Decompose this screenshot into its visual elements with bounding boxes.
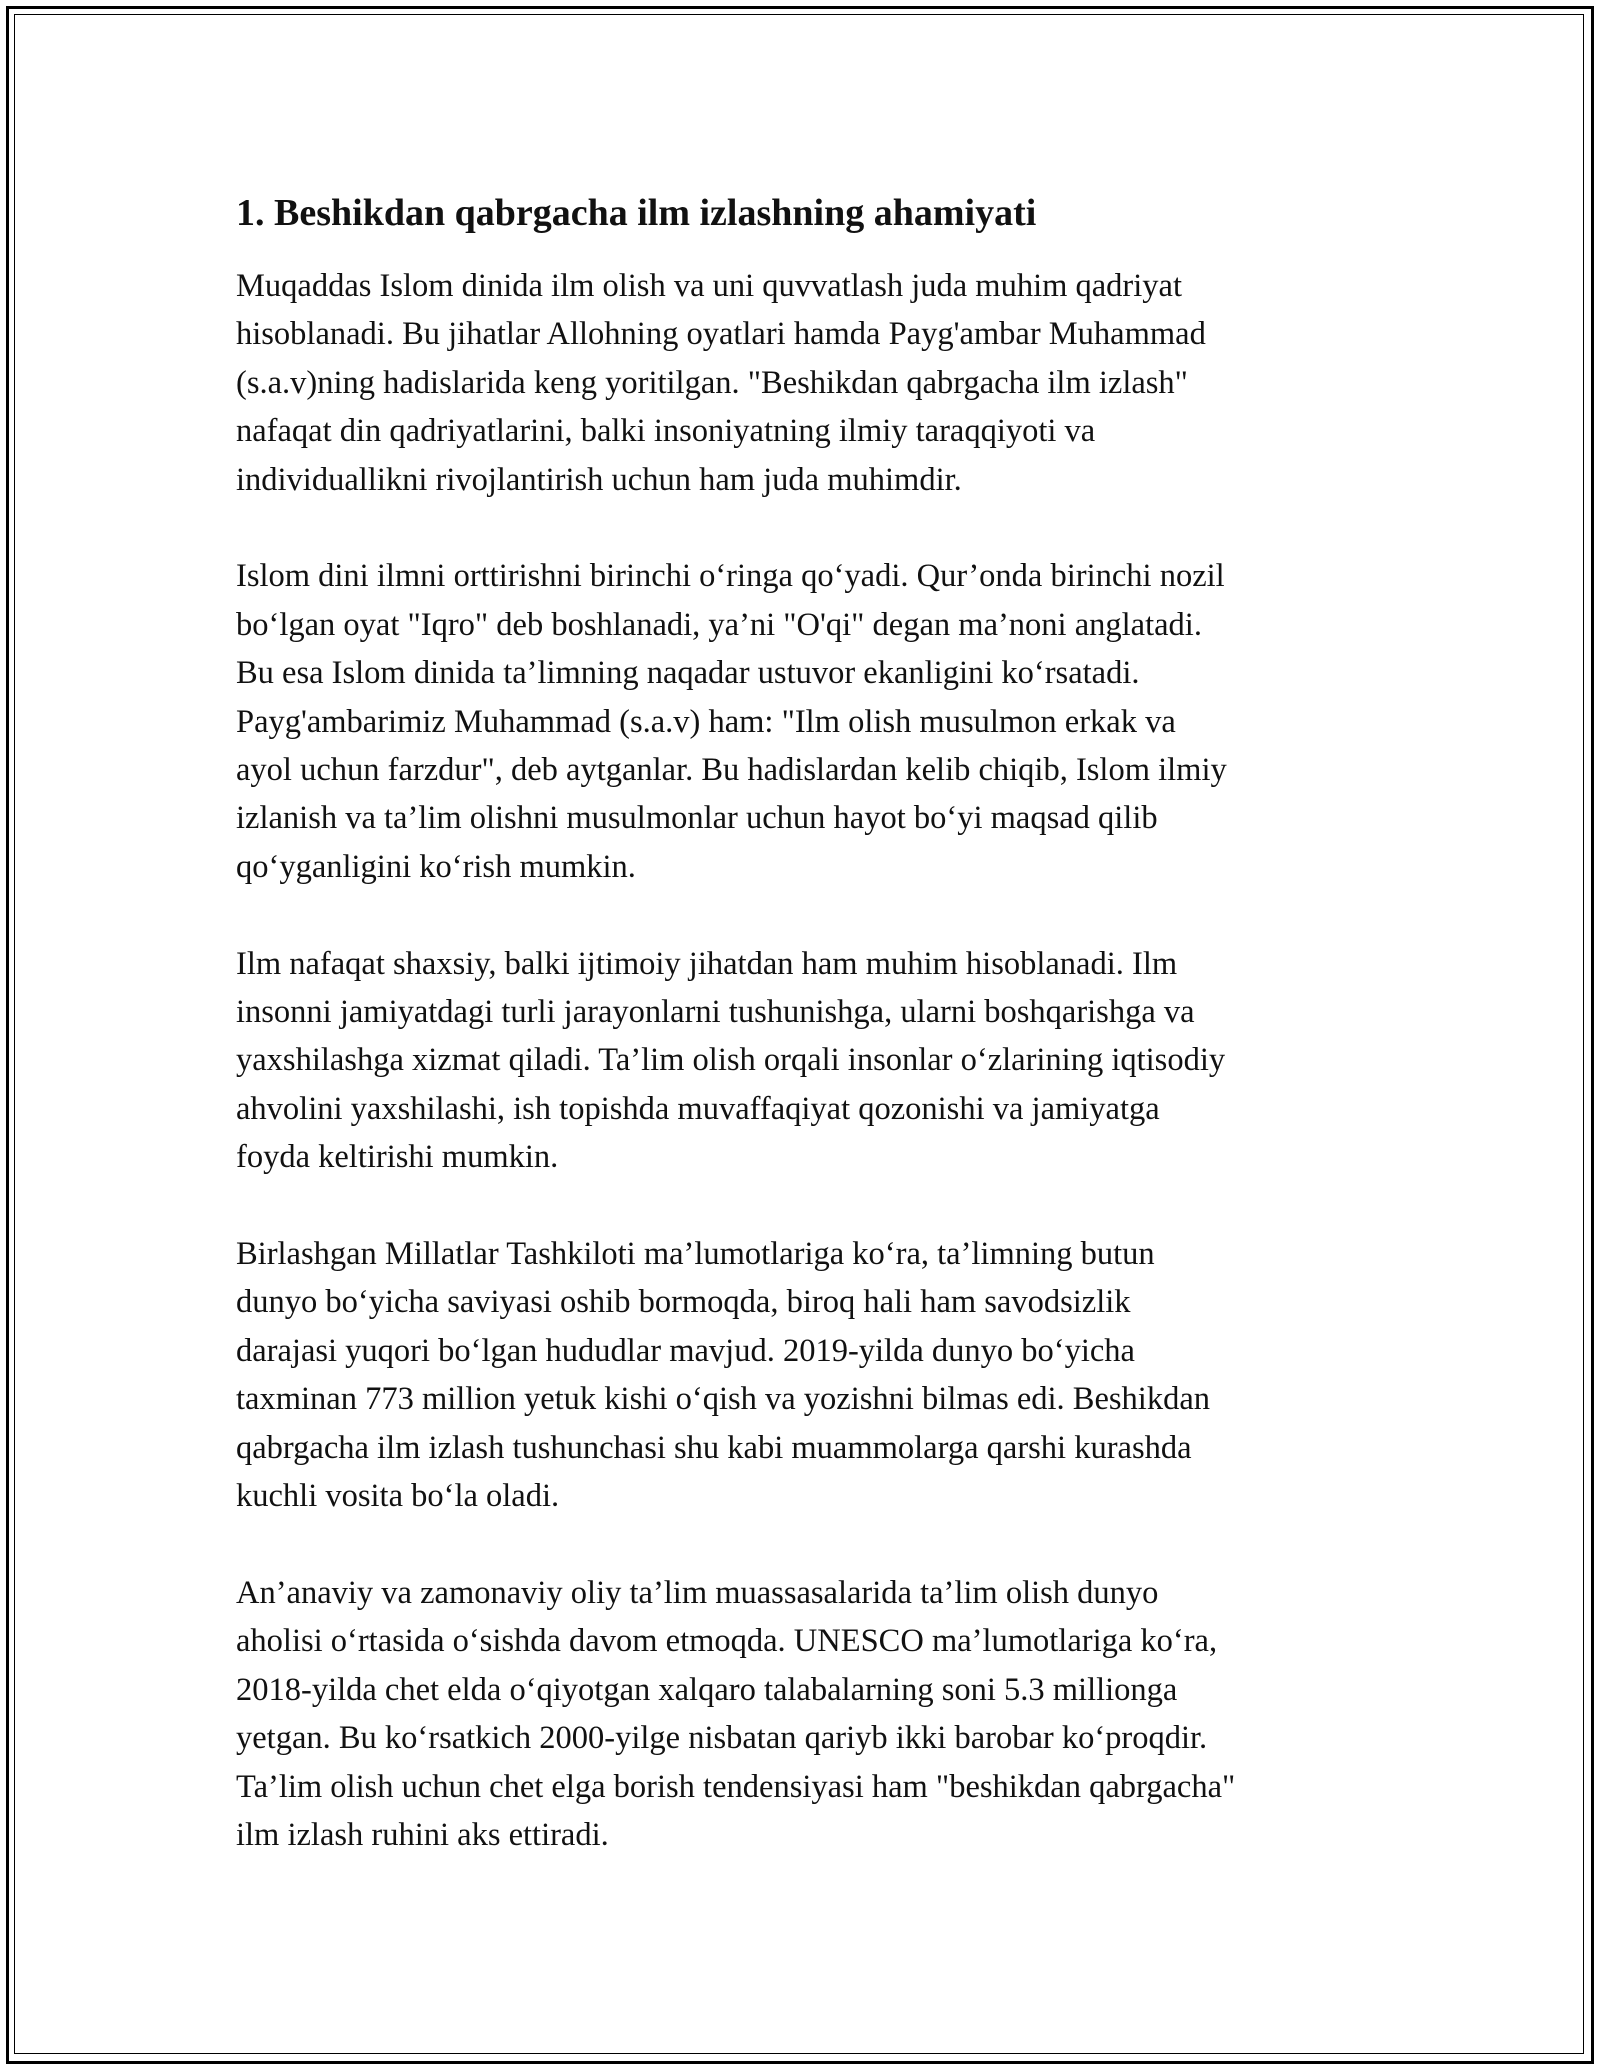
paragraph-3 — [236, 940, 1386, 1182]
text-line: Payg'ambarimiz Muhammad (s.a.v) ham: "Ilm olish musulmon erkak va — [236, 703, 1176, 740]
text-line: yaxshilashga xizmat qiladi. Ta’lim olish orqali insonlar o‘zlarining iqtisodiy — [236, 1042, 1226, 1079]
text-line: insonni jamiyatdagi turli jarayonlarni tushunishga, ularni boshqarishga va — [236, 994, 1195, 1031]
text-line: Islom dini ilmni orttirishni birinchi o‘ringa qo‘yadi. Qur’onda birinchi nozil — [236, 558, 1225, 595]
paragraph-5 — [236, 1569, 1386, 1859]
text-line: (s.a.v)ning hadislarida keng yoritilgan. "Beshikdan qabrgacha ilm izlash" — [236, 364, 1188, 401]
text-line: qabrgacha ilm izlash tushunchasi shu kabi muammolarga qarshi kurashda — [236, 1429, 1192, 1466]
text-line: dunyo bo‘yicha saviyasi oshib bormoqda, biroq hali ham savodsizlik — [236, 1284, 1131, 1321]
text-line: Muqaddas Islom dinida ilm olish va uni quvvatlash juda muhim qadriyat — [236, 268, 1182, 304]
text-line: ilm izlash ruhini aks ettiradi. — [236, 1816, 609, 1853]
text-line: individuallikni rivojlantirish uchun ham juda muhimdir. — [236, 461, 962, 498]
section-heading: 1. Beshikdan qabrgacha ilm izlashning ahamiyati — [236, 192, 1037, 234]
text-line: Ta’lim olish uchun chet elga borish tendensiyasi ham "beshikdan qabrgacha" — [236, 1768, 1236, 1805]
text-line: An’anaviy va zamonaviy oliy ta’lim muassasalarida ta’lim olish dunyo — [236, 1574, 1159, 1611]
text-line: hisoblanadi. Bu jihatlar Allohning oyatlari hamda Payg'ambar Muhammad — [236, 316, 1206, 353]
text-line: kuchli vosita bo‘la oladi. — [236, 1478, 560, 1515]
text-line: darajasi yuqori bo‘lgan hududlar mavjud. 2019-yilda dunyo bo‘yicha — [236, 1332, 1135, 1369]
text-line: aholisi o‘rtasida o‘sishda davom etmoqda. UNESCO ma’lumotlariga ko‘ra, — [236, 1623, 1218, 1660]
text-line: izlanish va ta’lim olishni musulmonlar uchun hayot bo‘yi maqsad qilib — [236, 800, 1158, 837]
text-line: Ilm nafaqat shaxsiy, balki ijtimoiy jihatdan ham muhim hisoblanadi. Ilm — [236, 945, 1178, 982]
text-line: taxminan 773 million yetuk kishi o‘qish va yozishni bilmas edi. Beshikdan — [236, 1381, 1211, 1418]
text-line: nafaqat din qadriyatlarini, balki insoniyatning ilmiy taraqqiyoti va — [236, 413, 1096, 450]
text-line: foyda keltirishi mumkin. — [236, 1139, 559, 1176]
text-line: ahvolini yaxshilashi, ish topishda muvaffaqiyat qozonishi va jamiyatga — [236, 1090, 1160, 1127]
text-line: bo‘lgan oyat "Iqro" deb boshlanadi, ya’ni "O'qi" degan ma’noni anglatadi. — [236, 606, 1202, 643]
paragraph-2 — [236, 552, 1386, 891]
text-line: 2018-yilda chet elda o‘qiyotgan xalqaro talabalarning soni 5.3 millionga — [236, 1671, 1178, 1708]
text-line: qo‘yganligini ko‘rish mumkin. — [236, 848, 636, 885]
text-line: Bu esa Islom dinida ta’limning naqadar ustuvor ekanligini ko‘rsatadi. — [236, 655, 1140, 692]
text-line: Birlashgan Millatlar Tashkiloti ma’lumotlariga ko‘ra, ta’limning butun — [236, 1236, 1155, 1273]
paragraph-4 — [236, 1230, 1386, 1520]
text-line: ayol uchun farzdur", deb aytganlar. Bu hadislardan kelib chiqib, Islom ilmiy — [236, 752, 1227, 789]
text-line: yetgan. Bu ko‘rsatkich 2000-yilge nisbatan qariyb ikki barobar ko‘proqdir. — [236, 1720, 1208, 1757]
document-body — [236, 190, 1386, 1908]
paragraph-1 — [236, 262, 1386, 504]
